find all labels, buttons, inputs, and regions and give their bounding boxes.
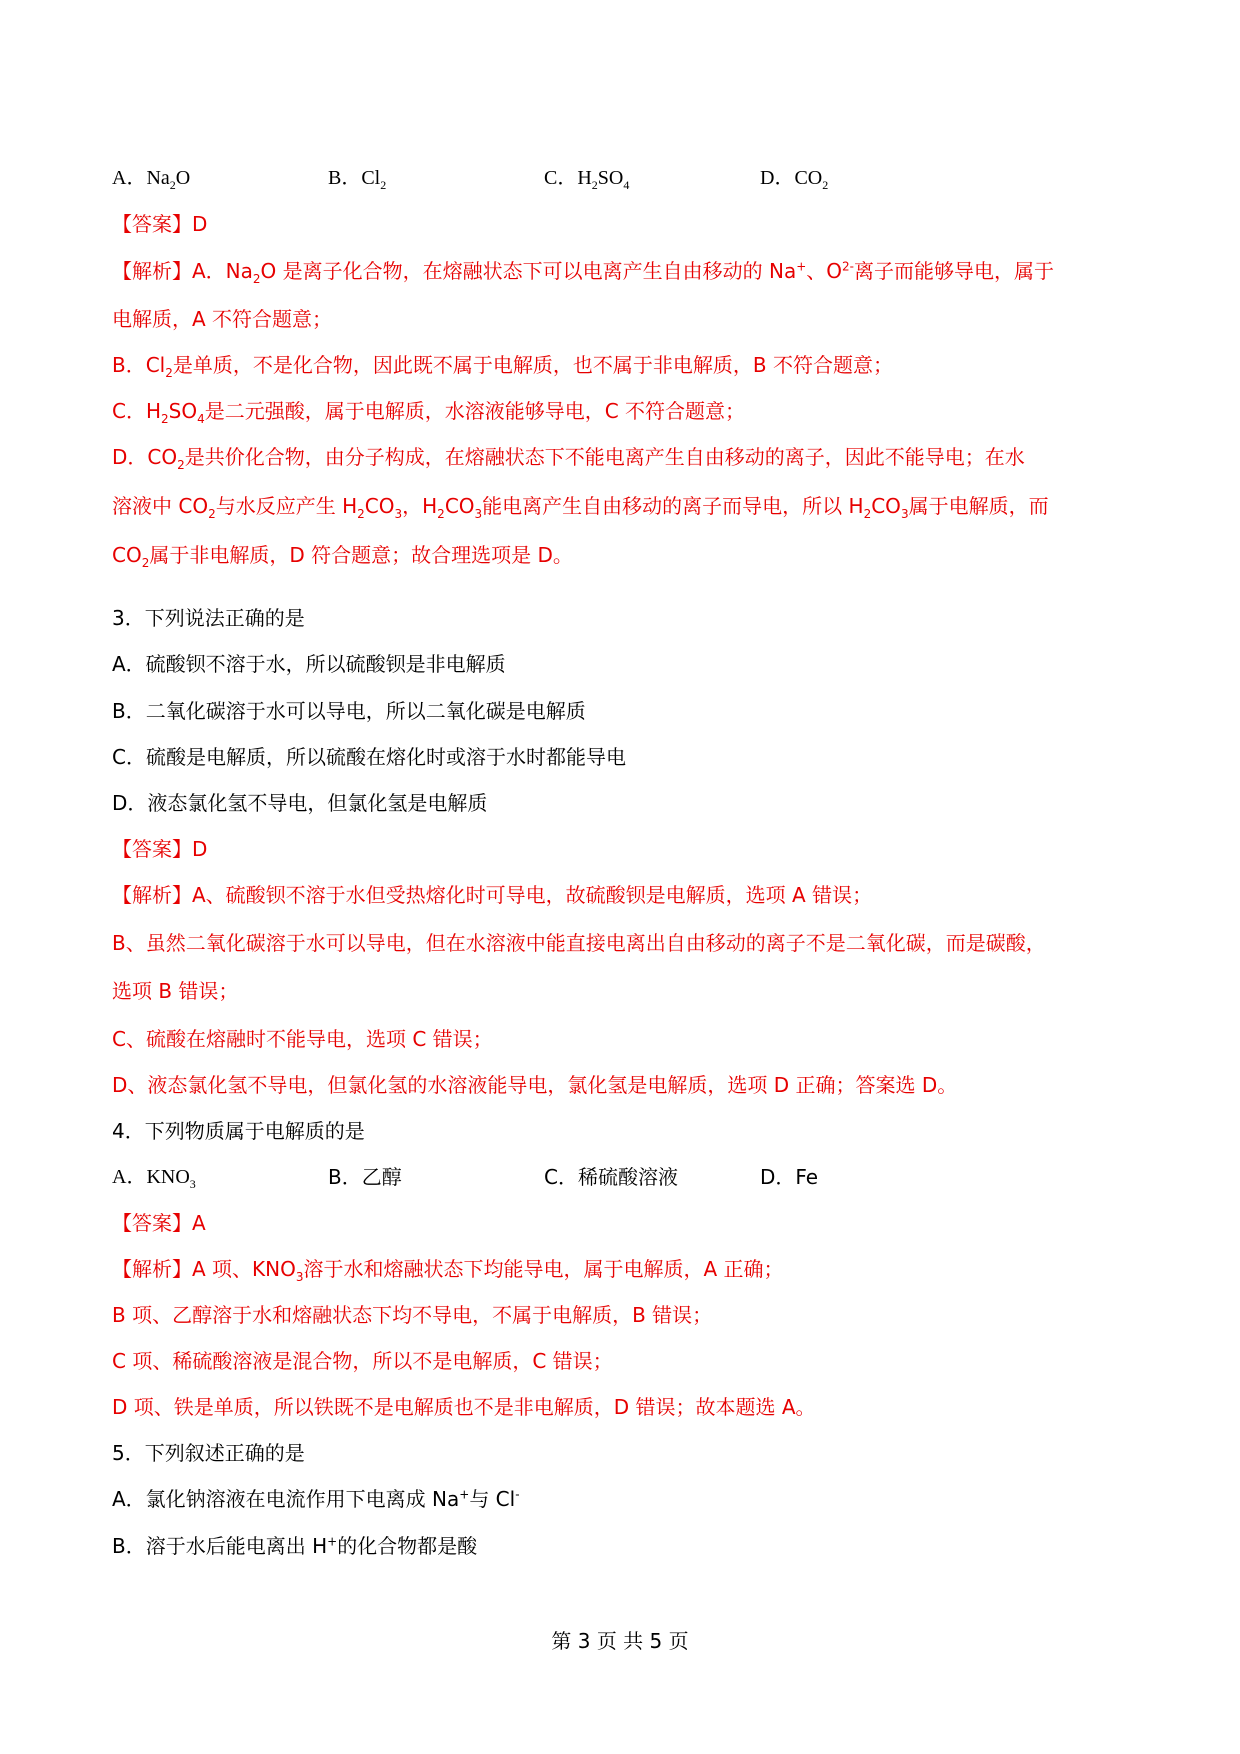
q4-analysis-line4: D 项、铁是单质，所以铁既不是电解质也不是非电解质，D 错误；故本题选 A。 xyxy=(112,1395,816,1419)
q2-analysis-c: C．$H_2SO_4$是二元强酸，属于电解质，水溶液能够导电，C 不符合题意； xyxy=(112,399,746,426)
q4-option-b: B．乙醇 xyxy=(328,1165,402,1189)
q4-stem: 4．下列物质属于电解质的是 xyxy=(112,1119,365,1143)
q4-option-d: D．Fe xyxy=(760,1165,819,1189)
q2-analysis-d-line2: 溶液中 $CO_2$与水反应产生 $H_2CO_3$，$H_2CO_3$能电离产生自由移动的离子而导电，所以 $H_2CO_3$属于电解质，而 xyxy=(112,494,1049,521)
q3-analysis-line2: B、虽然二氧化碳溶于水可以导电，但在水溶液中能直接电离出自由移动的离子不是二氧化碳，而是碳酸， xyxy=(112,931,1046,955)
q4-answer: 【答案】A xyxy=(112,1211,206,1235)
q2-analysis-d-line3: $CO_2$属于非电解质，D 符合题意；故合理选项是 D。 xyxy=(112,543,573,570)
q2-answer: 【答案】D xyxy=(112,212,208,236)
q2-analysis-d-line1: D．$CO_2$是共价化合物，由分子构成，在熔融状态下不能电离产生自由移动的离子，因此不能导电；在水 xyxy=(112,445,1025,472)
q3-option-a: A．硫酸钡不溶于水，所以硫酸钡是非电解质 xyxy=(112,652,506,676)
q5-option-a: A．氯化钠溶液在电流作用下电离成 Na+与 Cl- xyxy=(112,1487,520,1511)
q2-option-d: D．$CO_2$ xyxy=(760,167,829,192)
q2-option-c: C．$H_2SO_4$ xyxy=(544,167,630,192)
q5-option-b: B．溶于水后能电离出 H+的化合物都是酸 xyxy=(112,1534,478,1558)
q2-analysis-b: B．$Cl_2$是单质，不是化合物，因此既不属于电解质，也不属于非电解质，B 不符合题意； xyxy=(112,353,893,380)
q2-analysis-a-line2: 电解质，A 不符合题意； xyxy=(112,307,333,331)
q2-option-a: A．$Na_2O$ xyxy=(112,167,191,192)
q3-stem: 3．下列说法正确的是 xyxy=(112,606,305,630)
q2-option-b: B．$Cl_2$ xyxy=(328,167,387,192)
q3-answer: 【答案】D xyxy=(112,837,208,861)
q3-analysis-line1: 【解析】A、硫酸钡不溶于水但受热熔化时可导电，故硫酸钡是电解质，选项 A 错误； xyxy=(112,883,873,907)
page-footer: 第 3 页 共 5 页 xyxy=(551,1629,689,1653)
q3-option-d: D．液态氯化氢不导电，但氯化氢是电解质 xyxy=(112,791,488,815)
q4-analysis-line3: C 项、稀硫酸溶液是混合物，所以不是电解质，C 错误； xyxy=(112,1349,613,1373)
q3-option-b: B．二氧化碳溶于水可以导电，所以二氧化碳是电解质 xyxy=(112,699,586,723)
q3-analysis-line3: 选项 B 错误； xyxy=(112,979,239,1003)
q3-option-c: C．硫酸是电解质，所以硫酸在熔化时或溶于水时都能导电 xyxy=(112,745,626,769)
q4-analysis-line1: 【解析】A 项、$KNO_3$溶于水和熔融状态下均能导电，属于电解质，A 正确； xyxy=(112,1257,784,1284)
q3-analysis-line5: D、液态氯化氢不导电，但氯化氢的水溶液能导电，氯化氢是电解质，选项 D 正确；答案选 D。 xyxy=(112,1073,958,1097)
q4-option-a: A．$KNO_3$ xyxy=(112,1166,196,1191)
q2-analysis-a-line1: 【解析】A．$Na_2O$ 是离子化合物，在熔融状态下可以电离产生自由移动的 Na+、$O^{2-}$离子而能够导电，属于 xyxy=(112,259,1055,286)
q4-option-c: C．稀硫酸溶液 xyxy=(544,1165,678,1189)
q5-stem: 5．下列叙述正确的是 xyxy=(112,1441,305,1465)
q3-analysis-line4: C、硫酸在熔融时不能导电，选项 C 错误； xyxy=(112,1027,493,1051)
q4-analysis-line2: B 项、乙醇溶于水和熔融状态下均不导电，不属于电解质，B 错误； xyxy=(112,1303,713,1327)
